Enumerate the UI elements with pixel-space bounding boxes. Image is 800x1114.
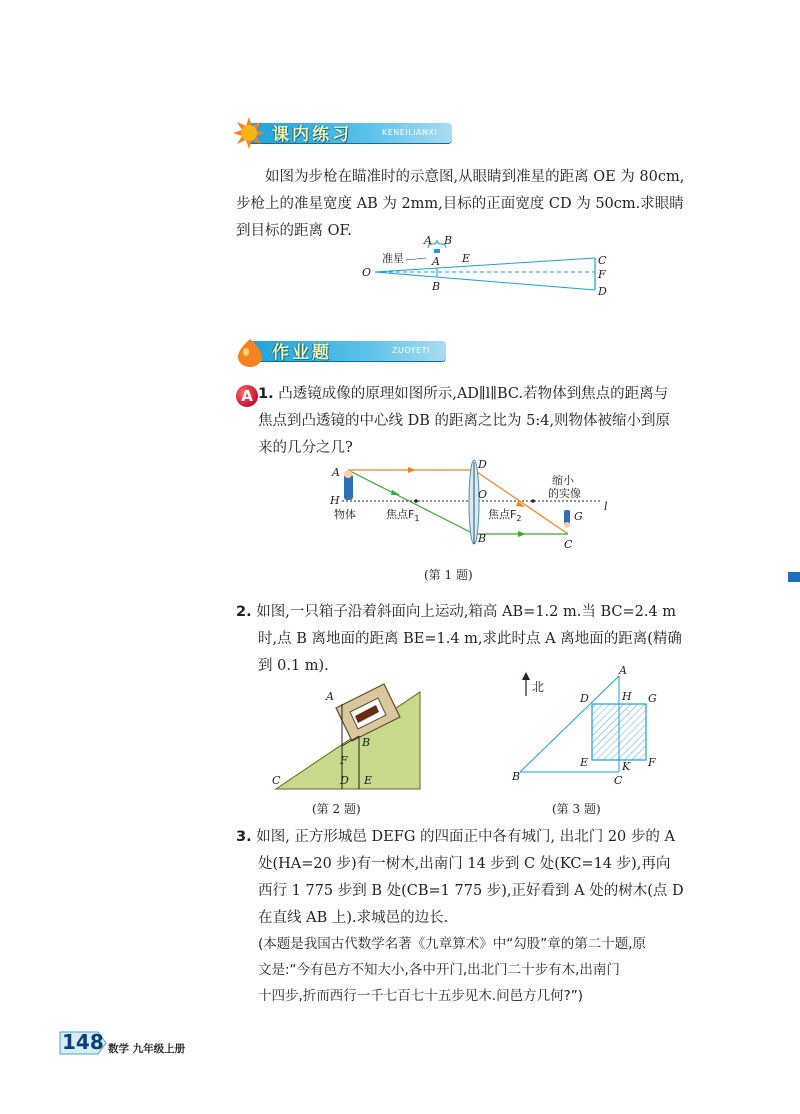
practice-line: 到目标的距离 OF. xyxy=(236,223,352,239)
label-B-top: B xyxy=(444,234,453,247)
arrow-ab xyxy=(391,490,400,495)
q3-note-line: 文是:“今有邑方不知大小,各中开门,出北门二十步有木,出南门 xyxy=(258,962,620,978)
label-focus2: 焦点$F_2$ xyxy=(488,508,522,523)
practice-line: 如图为步枪在瞄准时的示意图,从眼睛到准星的距离 OE 为 80cm, xyxy=(265,169,685,185)
label-G: G xyxy=(574,510,583,523)
label-K: K xyxy=(622,760,631,773)
book-title: 数学 九年级上册 xyxy=(108,1043,186,1055)
practice-banner xyxy=(232,116,454,150)
label-A: A xyxy=(432,255,440,268)
q3-line xyxy=(236,824,684,851)
homework-title: 作业题 xyxy=(272,343,332,363)
q1-number: 1. xyxy=(258,386,274,402)
label-C: C xyxy=(614,774,623,787)
label-image-line1: 缩小 xyxy=(552,474,574,487)
object-head xyxy=(344,470,352,478)
q3-caption: (第 3 题) xyxy=(552,802,601,816)
focus2-dot xyxy=(531,499,535,503)
q3-text: 如图, 正方形城邑 DEFG 的四面正中各有城门, 出北门 20 步的 A xyxy=(256,829,675,845)
pointer-line xyxy=(406,258,426,260)
q1-line xyxy=(258,381,670,408)
q2-line: 时,点 B 离地面的距离 BE=1.4 m,求此时点 A 离地面的距离(精确 xyxy=(258,631,682,647)
sun-icon xyxy=(232,116,266,150)
label-E: E xyxy=(364,774,373,787)
level-badge: A xyxy=(236,385,258,407)
label-C: C xyxy=(598,254,607,267)
practice-title: 课内练习 xyxy=(272,125,352,145)
focus1-dot xyxy=(414,499,418,503)
q2-line: 到 0.1 m). xyxy=(258,658,329,674)
label-E: E xyxy=(462,252,471,265)
q3-number: 3. xyxy=(236,829,252,845)
q2-text: 如图,一只箱子沿着斜面向上运动,箱高 AB=1.2 m.当 BC=2.4 m xyxy=(256,604,677,620)
label-D: D xyxy=(478,458,487,471)
label-H: H xyxy=(622,690,632,703)
label-l: l xyxy=(604,500,608,513)
q3-paragraph xyxy=(236,824,684,932)
image-head xyxy=(564,522,570,528)
q1-figure xyxy=(328,456,628,556)
homework-banner xyxy=(232,334,454,368)
drop-icon xyxy=(234,336,266,368)
homework-subtitle: ZUOYETI xyxy=(392,346,430,355)
sight-block xyxy=(434,249,440,253)
practice-line: 步枪上的准星宽度 AB 为 2mm,目标的正面宽度 CD 为 50cm.求眼睛 xyxy=(236,196,684,212)
label-G: G xyxy=(648,692,657,705)
label-B: B xyxy=(512,770,521,783)
q2-line xyxy=(236,599,682,626)
label-F: F xyxy=(598,268,606,281)
image-figure xyxy=(564,510,570,524)
label-E: E xyxy=(580,756,589,769)
label-D: D xyxy=(580,692,589,705)
label-A: A xyxy=(619,664,627,677)
q3-line: 西行 1 775 步到 B 处(CB=1 775 步),正好看到 A 处的树木(点 D xyxy=(258,883,684,899)
q3-line: 在直线 AB 上).求城邑的边长. xyxy=(258,910,449,926)
label-B: B xyxy=(432,280,441,293)
q3-note-line: 十四步,折而西行一千七百七十五步见木.问邑方几何?”) xyxy=(258,988,584,1004)
q2-caption: (第 2 题) xyxy=(312,802,361,816)
ray-ab xyxy=(348,470,474,534)
label-A-top: A xyxy=(424,234,432,247)
label-focus1: 焦点$F_1$ xyxy=(386,508,420,523)
label-A: A xyxy=(326,690,334,703)
label-D: D xyxy=(598,285,607,298)
q1-text: 凸透镜成像的原理如图所示,AD∥l∥BC.若物体到焦点的距离与 xyxy=(278,386,669,402)
q2-number: 2. xyxy=(236,604,252,620)
label-zhunxing: 准星 xyxy=(382,252,404,265)
label-B: B xyxy=(478,532,487,545)
ray-od xyxy=(375,272,595,290)
page-number: 148 xyxy=(62,1030,104,1054)
label-O: O xyxy=(362,266,372,279)
q3-note xyxy=(258,931,646,1009)
q1-line: 来的几分之几? xyxy=(258,440,353,456)
label-F: F xyxy=(340,754,348,767)
label-O: O xyxy=(478,488,488,501)
practice-figure xyxy=(350,232,620,304)
label-north: 北 xyxy=(532,680,545,694)
north-arrow-head-icon xyxy=(522,672,530,680)
label-F: F xyxy=(648,756,656,769)
label-C: C xyxy=(272,774,281,787)
practice-subtitle: KENEILIANXI xyxy=(382,128,438,137)
label-B: B xyxy=(362,736,371,749)
q1-paragraph xyxy=(258,381,670,462)
q3-figure xyxy=(508,664,668,792)
q1-caption: (第 1 题) xyxy=(424,568,473,582)
label-H: H xyxy=(330,494,340,507)
arrow-bc xyxy=(518,531,526,537)
label-C: C xyxy=(564,538,573,551)
q1-line: 焦点到凸透镜的中心线 DB 的距离之比为 5:4,则物体被缩小到原 xyxy=(258,413,671,429)
q3-note-line: (本题是我国古代数学名著《九章算术》中“勾股”章的第二十题,原 xyxy=(258,936,647,952)
q2-figure xyxy=(268,668,448,794)
q3-line: 处(HA=20 步)有一树木,出南门 14 步到 C 处(KC=14 步),再向 xyxy=(258,856,671,872)
label-image-line2: 的实像 xyxy=(548,487,581,500)
page-edge-tab xyxy=(788,572,800,582)
label-D: D xyxy=(340,774,349,787)
label-A: A xyxy=(332,466,340,479)
label-object: 物体 xyxy=(334,508,356,521)
arrow-ad xyxy=(408,467,416,473)
